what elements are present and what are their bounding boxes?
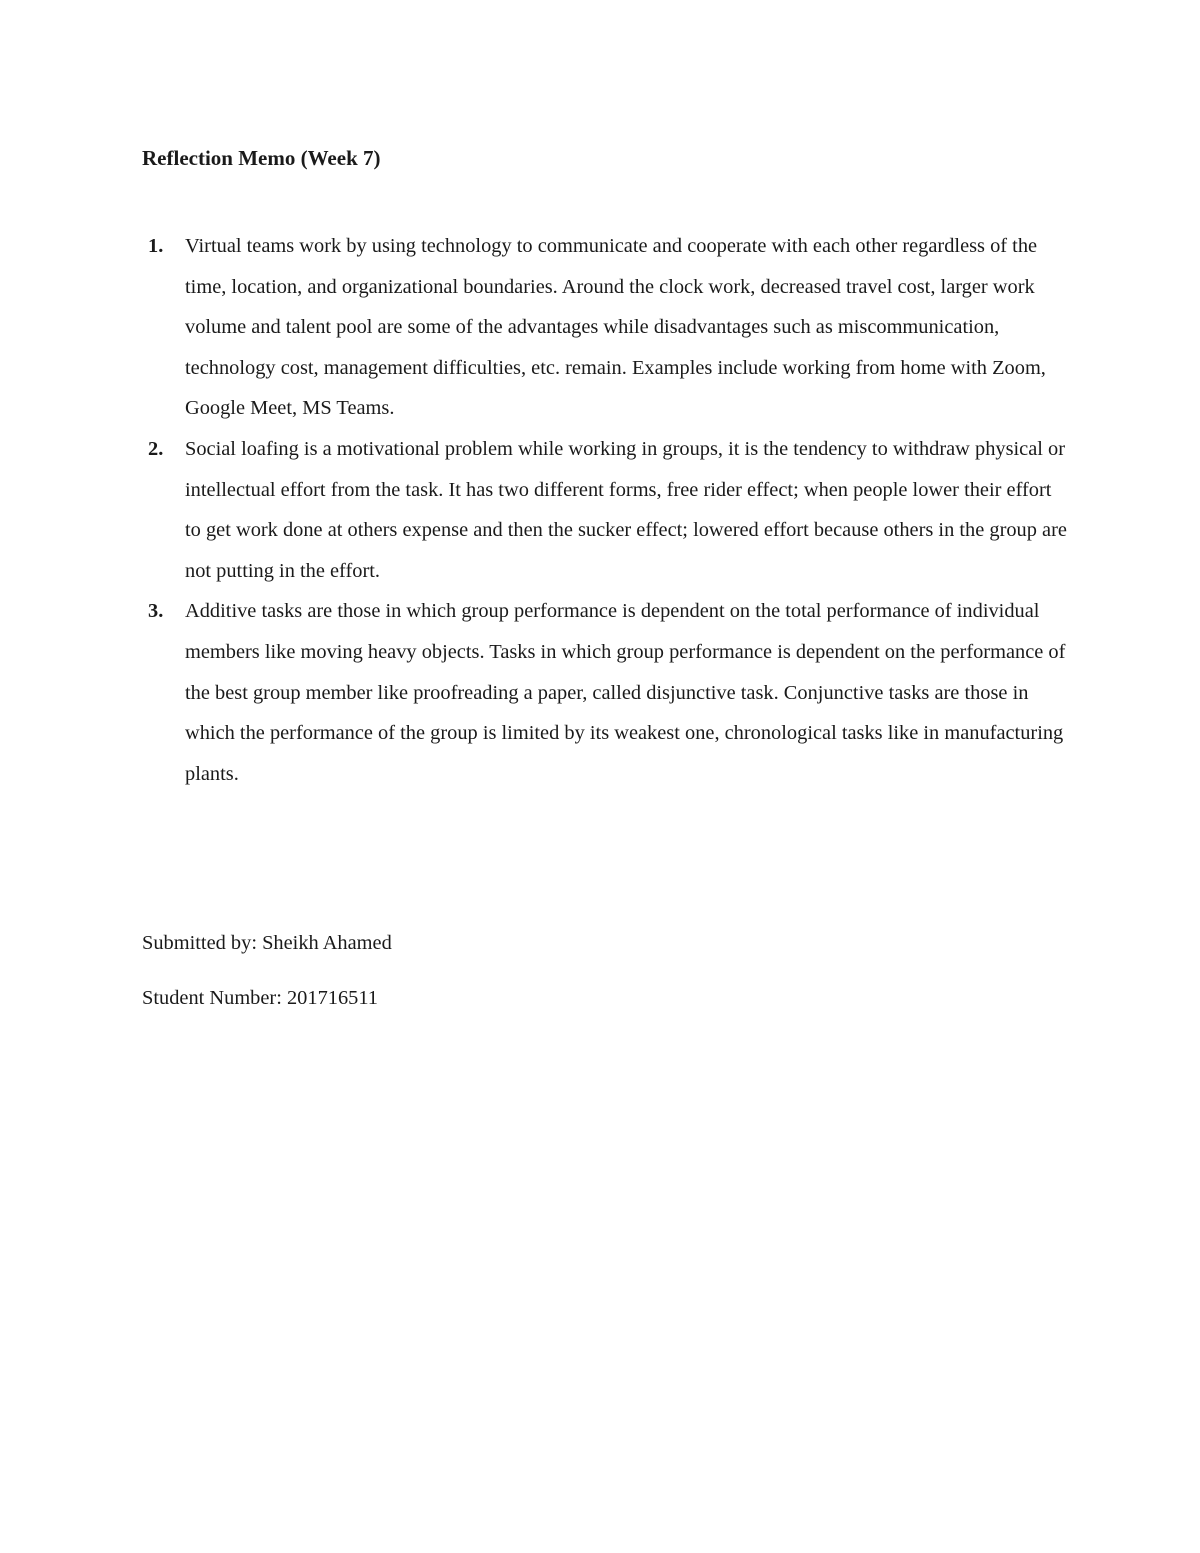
- list-item-text: Virtual teams work by using technology to communicate and cooperate with each other regardless of the time, location, and organizational boundaries. Around the clock work, decreased travel cost, larger work volume and talent pool are some of the advantages while disadvantages such as miscommunication, technology cost, management difficulties, etc. remain. Examples include working from home with Zoom, Google Meet, MS Teams.: [185, 235, 1046, 420]
- list-item-text: Additive tasks are those in which group performance is dependent on the total performance of individual members like moving heavy objects. Tasks in which group performance is dependent on the performance of the best group member like proofreading a paper, called disjunctive task. Conjunctive tasks are those in which the performance of the group is limited by its weakest one, chronological tasks like in manufacturing plants.: [185, 600, 1066, 785]
- list-item-number: 1.: [148, 235, 164, 257]
- student-number: Student Number: 201716511: [142, 987, 378, 1009]
- memo-title: Reflection Memo (Week 7): [142, 146, 381, 170]
- list-item: [142, 429, 1072, 591]
- list-item: [142, 591, 1072, 794]
- list-item: [142, 226, 1072, 429]
- list-item-number: 2.: [148, 437, 164, 460]
- list-item-text: Social loafing is a motivational problem while working in groups, it is the tendency to withdraw physical or intellectual effort from the task. It has two different forms, free rider effect; when people lower their effort to get work done at others expense and then the sucker effect; lowered effort because others in the group are not putting in the effort.: [185, 437, 1067, 582]
- submitted-by: Submitted by: Sheikh Ahamed: [142, 932, 392, 954]
- list-item-number: 3.: [148, 600, 164, 623]
- memo-list: [142, 226, 1072, 794]
